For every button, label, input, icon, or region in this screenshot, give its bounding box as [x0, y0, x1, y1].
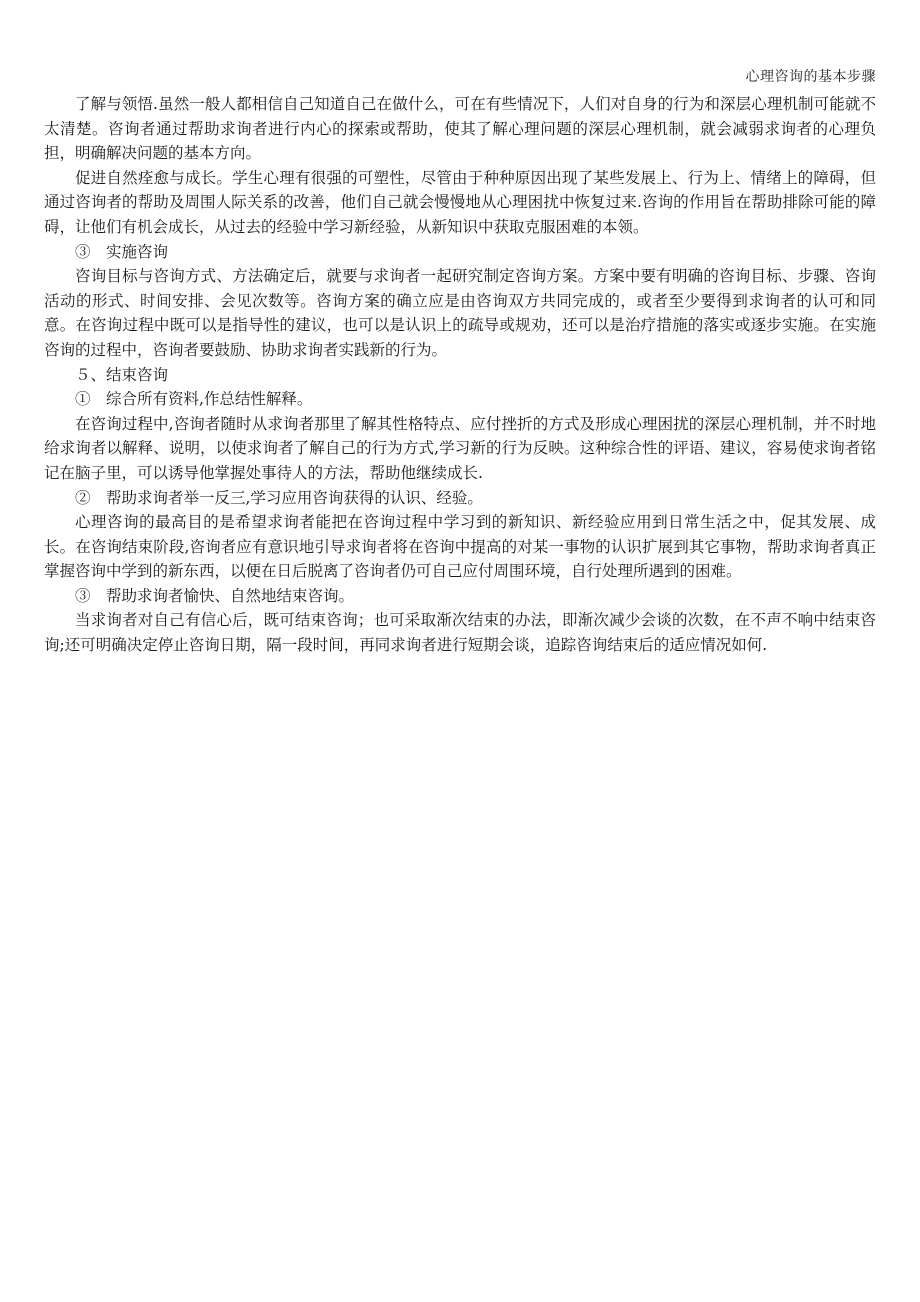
paragraph-understanding: 了解与领悟.虽然一般人都相信自己知道自己在做什么，可在有些情况下，人们对自身的行为和深层心理机制可能就不太清楚。咨询者通过帮助求询者进行内心的探索或帮助，使其了解心理问题的深层心理机制，就会减弱求询者的心理负担，明确解决问题的基本方向。	[44, 95, 876, 163]
heading-apply-experience: ② 帮助求询者举一反三,学习应用咨询获得的认识、经验。	[75, 488, 483, 507]
paragraph-summary-explanation: 在咨询过程中,咨询者随时从求询者那里了解其性格特点、应付挫折的方式及形成心理困扰的深层心理机制，并不时地给求询者以解释、说明，以使求询者了解自己的行为方式,学习新的行为反映。这种综合性的评语、建议，容易使求询者铭记在脑子里，可以诱导他掌握处事待人的方法，帮助他继续成长.	[44, 414, 876, 482]
running-header: 心理咨询的基本步骤	[745, 69, 876, 85]
paragraph-end-naturally: 当求询者对自己有信心后，既可结束咨询；也可采取渐次结束的办法，即渐次减少会谈的次数，在不声不响中结束咨询;还可明确决定停止咨询日期，隔一段时间，再同求询者进行短期会谈，追踪咨询结束后的适应情况如何.	[44, 611, 876, 655]
paragraph-counseling-plan: 咨询目标与咨询方式、方法确定后，就要与求询者一起研究制定咨询方案。方案中要有明确的咨询目标、步骤、咨询活动的形式、时间安排、会见次数等。咨询方案的确立应是由咨询双方共同完成的，或者至少要得到求询者的认可和同意。在咨询过程中既可以是指导性的建议，也可以是认识上的疏导或规劝，还可以是治疗措施的落实或逐步实施。在实施咨询的过程中，咨询者要鼓励、协助求询者实践新的行为。	[44, 267, 876, 359]
heading-implement-counseling: ③ 实施咨询	[75, 242, 169, 261]
paragraph-apply-experience: 心理咨询的最高目的是希望求询者能把在咨询过程中学习到的新知识、新经验应用到日常生活之中，促其发展、成长。在咨询结束阶段,咨询者应有意识地引导求询者将在咨询中提高的对某一事物的认识扩展到其它事物，帮助求询者真正掌握咨询中学到的新东西，以便在日后脱离了咨询者仍可自己应付周围环境，自行处理所遇到的困难。	[44, 513, 876, 581]
paragraph-natural-recovery: 促进自然痊愈与成长。学生心理有很强的可塑性，尽管由于种种原因出现了某些发展上、行为上、情绪上的障碍，但通过咨询者的帮助及周围人际关系的改善，他们自己就会慢慢地从心理困扰中恢复过来.咨询的作用旨在帮助排除可能的障碍，让他们有机会成长，从过去的经验中学习新经验，从新知识中获取克服困难的本领。	[44, 168, 876, 236]
heading-end-naturally: ③ 帮助求询者愉快、自然地结束咨询。	[75, 586, 355, 605]
document-body	[44, 92, 876, 658]
heading-summary-explanation: ① 综合所有资料,作总结性解释。	[75, 390, 313, 409]
heading-end-counseling: ５、结束咨询	[75, 365, 169, 384]
